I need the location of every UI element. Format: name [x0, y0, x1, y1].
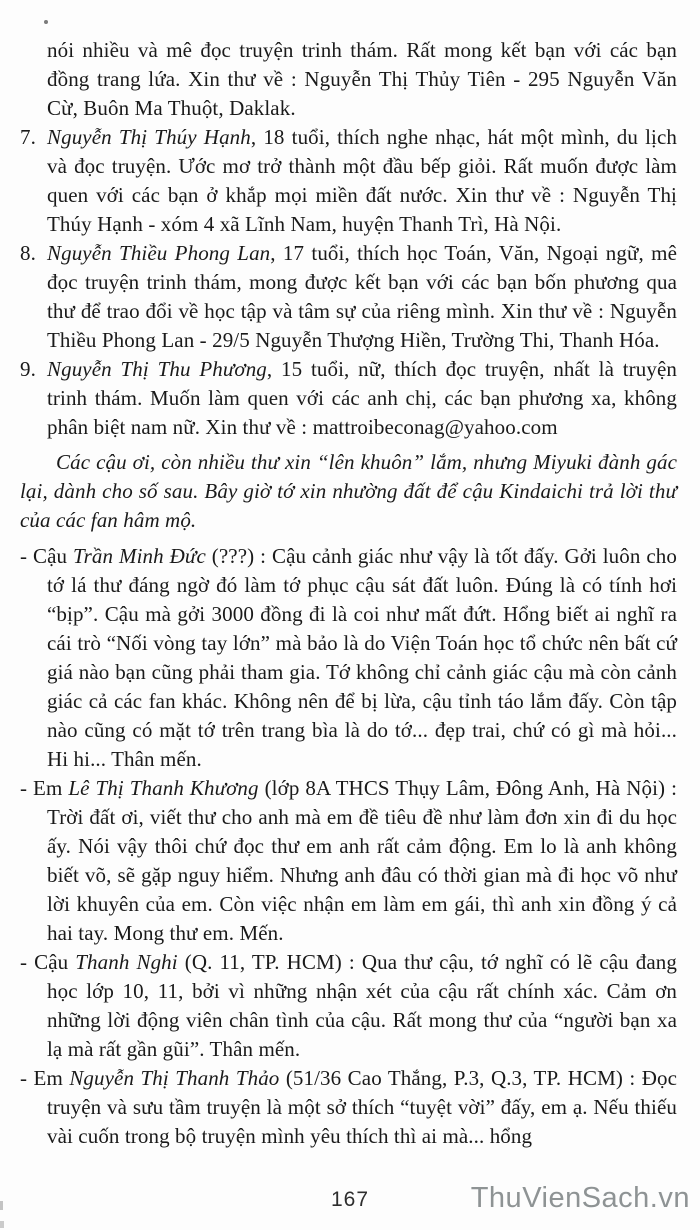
reply-item-2: [20, 774, 677, 948]
reply-item-1: [20, 542, 677, 774]
reply-prefix: - Cậu: [20, 544, 74, 568]
reply-name: Lê Thị Thanh Khương: [68, 776, 259, 800]
reply-prefix: - Em: [20, 776, 69, 800]
page-text-block: [20, 36, 677, 1151]
site-watermark: ThuVienSach.vn: [470, 1182, 690, 1214]
reply-text: (51/36 Cao Thắng, P.3, Q.3, TP. HCM) : Đọc truyện và sưu tầm truyện là một sở thích “tuyệt vời” đấy, em ạ. Nếu thiếu vài cuốn trong bộ truyện mình yêu thích thì ai mà... hổng: [47, 1066, 678, 1148]
reply-name: Trần Minh Đức: [73, 544, 206, 568]
reply-prefix: - Cậu: [20, 950, 76, 974]
penpal-item-7: [20, 123, 677, 239]
scan-artifact-dot: [44, 20, 48, 24]
narrator-note: [20, 448, 677, 535]
reply-text: (???) : Cậu cảnh giác như vậy là tốt đấy. Gởi luôn cho tớ lá thư đáng ngờ đó làm tớ phục cậu sát đất luôn. Đúng là có tính hơi “bịp”. Cậu mà gởi 3000 đồng đi là coi như mất đứt. Hổng biết ai nghĩ ra cái trò “Nối vòng tay lớn” mà bảo là do Viện Toán học tổ chức nên bất cứ giá nào bạn cũng phải tham gia. Tớ không chỉ cảnh giác cậu mà còn cảnh giác cả các fan khác. Không nên để bị lừa, cậu tỉnh táo lắm đấy. Còn tập nào cũng có mặt tớ trên trang bìa là do tớ... đẹp trai, chứ có gì mà hỏi... Hi hi... Thân mến.: [47, 544, 677, 771]
penpal-text: , 18 tuổi, thích nghe nhạc, hát một mình, du lịch và đọc truyện. Ước mơ trở thành một đầu bếp giỏi. Rất muốn được làm quen với các bạn ở khắp mọi miền đất nước. Xin thư về : Nguyễn Thị Thúy Hạnh - xóm 4 xã Lĩnh Nam, huyện Thanh Trì, Hà Nội.: [47, 125, 677, 236]
reply-name: Thanh Nghi: [75, 950, 178, 974]
item-number: 9.: [20, 357, 36, 381]
page-number: 167: [330, 1188, 370, 1211]
paragraph-continuation: [20, 36, 677, 123]
narrator-note-text: Các cậu ơi, còn nhiều thư xin “lên khuôn” lắm, nhưng Miyuki đành gác lại, dành cho số sau. Bây giờ tớ xin nhường đất để cậu Kindaichi trả lời thư của các fan hâm mộ.: [20, 450, 677, 532]
penpal-name: Nguyễn Thiều Phong Lan: [47, 241, 271, 265]
reply-text: (Q. 11, TP. HCM) : Qua thư cậu, tớ nghĩ có lẽ cậu đang học lớp 10, 11, bởi vì những nhận xét của cậu rất chính xác. Cảm ơn những lời động viên chân tình của cậu. Rất mong thư của “người bạn xa lạ mà rất gần gũi”. Thân mến.: [47, 950, 677, 1061]
penpal-text: , 17 tuổi, thích học Toán, Văn, Ngoại ngữ, mê đọc truyện trinh thám, mong được kết bạn với các bạn bốn phương qua thư để trao đổi về học tập và tâm sự của riêng mình. Xin thư về : Nguyễn Thiều Phong Lan - 29/5 Nguyễn Thượng Hiền, Trường Thi, Thanh Hóa.: [47, 241, 677, 352]
reply-text: (lớp 8A THCS Thụy Lâm, Đông Anh, Hà Nội) : Trời đất ơi, viết thư cho anh mà em đề tiêu đề như làm đơn xin đi du học ấy. Nói vậy thôi chứ đọc thư em anh rất cảm động. Em lo là anh không biết võ, sẽ gặp nguy hiểm. Nhưng anh đâu có thời gian mà đi học võ như lời khuyên của em. Còn việc nhận em làm em gái, thì anh xin đồng ý cả hai tay. Mong thư em. Mến.: [47, 776, 678, 945]
paragraph-continuation-text: nói nhiều và mê đọc truyện trinh thám. Rất mong kết bạn với các bạn đồng trang lứa. Xin thư về : Nguyễn Thị Thủy Tiên - 295 Nguyễn Văn Cừ, Buôn Ma Thuột, Daklak.: [47, 38, 677, 120]
penpal-text: , 15 tuổi, nữ, thích đọc truyện, nhất là truyện trinh thám. Muốn làm quen với các anh chị, các bạn phương xa, không phân biệt nam nữ. Xin thư về : mattroibeconag@yahoo.com: [47, 357, 677, 439]
reply-item-4: [20, 1064, 677, 1151]
penpal-item-9: [20, 355, 677, 442]
reply-name: Nguyễn Thị Thanh Thảo: [69, 1066, 280, 1090]
item-number: 8.: [20, 241, 36, 265]
page-footer: [0, 1182, 700, 1216]
penpal-item-8: [20, 239, 677, 355]
reply-item-3: [20, 948, 677, 1064]
item-number: 7.: [20, 125, 36, 149]
reply-prefix: - Em: [20, 1066, 70, 1090]
scan-artifact-edge: [0, 1221, 4, 1228]
penpal-name: Nguyễn Thị Thu Phương: [47, 357, 267, 381]
penpal-name: Nguyễn Thị Thúy Hạnh: [47, 125, 251, 149]
